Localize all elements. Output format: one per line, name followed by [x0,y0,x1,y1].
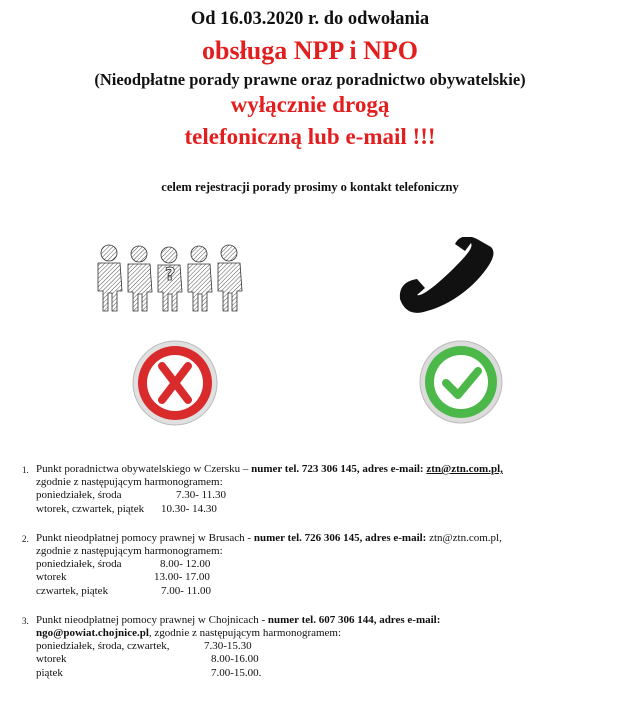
cross-icon [130,338,220,428]
email-link[interactable]: ztn@ztn.com.pl, [429,531,502,544]
list-item [22,463,612,516]
schedule-hours: 8.00-16.00 [211,653,259,666]
phone-icon [395,237,500,317]
schedule-day: poniedziałek, środa, czwartek, [36,640,170,653]
schedule-day: czwartek, piątek [36,584,109,597]
item-intro: Punkt nieodpłatnej pomocy prawnej w Chojnicach - [36,613,266,626]
schedule-hours: 7.00-15.00. [211,666,262,679]
schedule-hours: 13.00- 17.00 [154,571,210,584]
schedule-day: wtorek, czwartek, piątek [36,502,145,515]
schedule-hours: 7.00- 11.00 [161,584,212,597]
item-tail: zgodnie z następującym harmonogramem: [36,476,223,489]
schedule-row [36,503,612,516]
item-contact: numer tel. 607 306 144, adres e-mail: [267,613,441,626]
registration-note: celem rejestracji porady prosimy o kontakt telefoniczny [161,180,459,194]
schedule-row [36,667,612,680]
schedule-day: poniedziałek, środa [36,558,122,571]
item-number: 1. [22,465,29,475]
list-item [22,614,612,680]
item-tail: zgodnie z następującym harmonogramem: [36,545,223,558]
schedule-hours: 8.00- 12.00 [160,558,211,571]
item-number: 2. [22,533,29,544]
schedule-row [36,489,612,502]
schedule-day: piątek [36,666,63,679]
item-tail: , zgodnie z następującym harmonogramem: [148,627,342,640]
schedule-day: poniedziałek, środa [36,489,122,502]
list-item [22,532,612,598]
email-link[interactable]: ngo@powiat.chojnice.pl [36,627,149,640]
date-heading: Od 16.03.2020 r. do odwołania [190,9,430,29]
checkmark-icon [417,338,505,426]
schedule-row [36,571,612,584]
schedule-row [36,640,612,653]
item-contact: numer tel. 726 306 145, adres e-mail: [253,531,427,544]
people-icon [95,243,250,313]
schedule-hours: 7.30- 11.30 [176,489,227,502]
schedule-day: wtorek [36,571,67,584]
schedule-row [36,653,612,666]
email-link[interactable]: ztn@ztn.com.pl, [426,463,503,475]
item-contact: numer tel. 723 306 145, adres e-mail: [251,463,424,475]
consultation-points-list [22,463,612,696]
schedule-row [36,585,612,598]
item-number: 3. [22,615,29,626]
svg-text:?: ? [165,264,176,285]
service-title: obsługa NPP i NPO [202,36,418,65]
schedule-row [36,558,612,571]
schedule-hours: 10.30- 14.30 [161,502,217,515]
schedule-hours: 7.30-15.30 [204,640,252,653]
item-intro: Punkt poradnictwa obywatelskiego w Czersku – [36,463,249,475]
notice-line-2: telefoniczną lub e-mail !!! [184,124,436,149]
schedule-day: wtorek [36,653,67,666]
notice-line-1: wyłącznie drogą [230,92,390,117]
service-subtitle: (Nieodpłatne porady prawne oraz poradnictwo obywatelskie) [94,70,526,89]
item-intro: Punkt nieodpłatnej pomocy prawnej w Brusach - [36,531,252,544]
